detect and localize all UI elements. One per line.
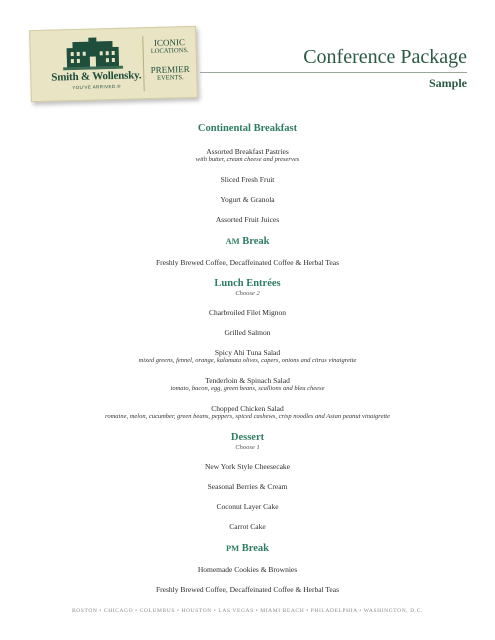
item-name: Assorted Fruit Juices: [215, 215, 280, 224]
item-name: Charbroiled Filet Mignon: [208, 308, 287, 317]
section-am-break: [0, 235, 495, 267]
item-name: Freshly Brewed Coffee, Decaffeinated Coffee & Herbal Teas: [155, 258, 340, 267]
section-heading: Lunch Entrées: [214, 278, 281, 289]
item-name: Spicy Ahi Tuna Salad: [214, 348, 281, 357]
menu-item: [0, 175, 495, 184]
item-name: Assorted Breakfast Pastries: [206, 147, 289, 156]
menu-item: [0, 522, 495, 531]
menu-item: [0, 348, 495, 365]
item-name: New York Style Cheesecake: [205, 462, 290, 471]
logo-divider: [142, 36, 144, 91]
section-continental-breakfast: [0, 123, 495, 224]
footer-locations: BOSTON • CHICAGO • COLUMBUS • HOUSTON • LAS VEGAS • MIAMI BEACH • PHILADELPHIA • WASHINGTON, D.C.: [71, 608, 424, 614]
section-heading-text: Break: [241, 543, 270, 554]
document-subtitle: Sample: [428, 76, 467, 90]
item-name: Tenderloin & Spinach Salad: [205, 376, 290, 385]
logo-card: [29, 26, 198, 102]
item-description: tomato, bacon, egg, green beans, scallions and bleu cheese: [170, 385, 325, 392]
section-note: Choose 1: [235, 444, 260, 451]
menu-item: [0, 482, 495, 491]
item-description: mixed greens, fennel, orange, kalamata olives, capers, onions and citrus vinaigrette: [138, 357, 357, 364]
logo-text-locations: LOCATIONS.: [150, 47, 189, 56]
menu-body: [0, 123, 495, 605]
menu-item: [0, 462, 495, 471]
menu-item: [0, 258, 495, 267]
document-title: Conference Package: [303, 46, 467, 68]
section-heading-prefix: PM: [225, 543, 240, 553]
menu-item: [0, 376, 495, 393]
menu-item: [0, 308, 495, 317]
logo-brand-name: Smith & Wollensky.: [51, 69, 142, 84]
item-name: Freshly Brewed Coffee, Decaffeinated Coffee & Herbal Teas: [155, 585, 340, 594]
section-dessert: [0, 432, 495, 531]
section-heading: Dessert: [230, 432, 265, 443]
section-pm-break: [0, 542, 495, 594]
section-heading: [0, 235, 495, 248]
menu-item: [0, 328, 495, 337]
item-name: Coconut Layer Cake: [216, 502, 279, 511]
logo-text-premier: PREMIER: [150, 64, 190, 76]
section-heading-prefix: AM: [225, 236, 240, 246]
menu-item: [0, 215, 495, 224]
item-name: Sliced Fresh Fruit: [220, 175, 275, 184]
item-name: Grilled Salmon: [224, 328, 271, 337]
menu-item: [0, 147, 495, 164]
section-lunch-entrees: [0, 278, 495, 421]
menu-item: [0, 502, 495, 511]
menu-item: [0, 195, 495, 204]
section-heading: [0, 542, 495, 555]
logo-tagline: YOU'VE ARRIVED.®: [72, 83, 121, 91]
section-heading: Continental Breakfast: [197, 123, 298, 134]
item-name: Chopped Chicken Salad: [211, 404, 284, 413]
header-divider: [200, 72, 467, 73]
logo-text-events: EVENTS.: [157, 74, 184, 82]
section-heading-text: Break: [242, 236, 270, 247]
item-name: Yogurt & Granola: [220, 195, 275, 204]
item-name: Seasonal Berries & Cream: [207, 482, 288, 491]
building-icon: [62, 37, 123, 71]
item-name: Homemade Cookies & Brownies: [197, 565, 298, 574]
menu-item: [0, 404, 495, 421]
menu-item: [0, 585, 495, 594]
item-name: Carrot Cake: [229, 522, 266, 531]
item-description: romaine, melon, cucumber, green beans, peppers, spiced cashews, crisp noodles and Asian peanut vinaigrette: [105, 413, 390, 420]
logo-text-iconic: ICONIC: [153, 37, 186, 48]
menu-item: [0, 565, 495, 574]
section-note: Choose 2: [235, 290, 260, 297]
item-description: with butter, cream cheese and preserves: [195, 156, 300, 163]
